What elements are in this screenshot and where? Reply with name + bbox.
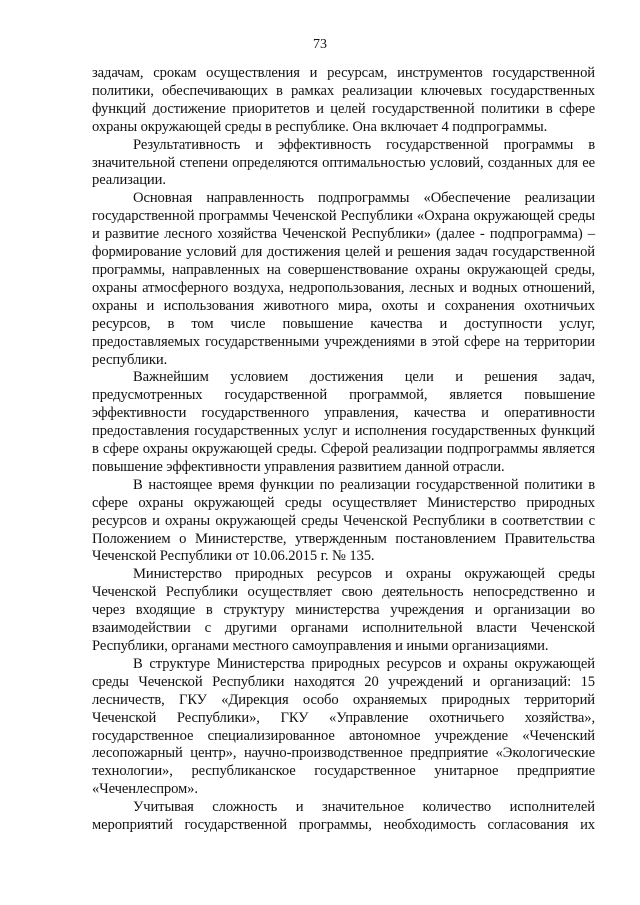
paragraph-effectiveness: Результативность и эффективность государственной программы в значительной степени определяются оптимальностью условий, созданных для ее реализации. [92,136,595,189]
paragraph-key-condition: Важнейшим условием достижения цели и решения задач, предусмотренных государственной программой, является повышение эффективности государственного управления, качества и оперативности предоставления государственных услуг и исполнения государственных функций в сфере охраны окружающей среды. Сферой реализации подпрограммы является повышение эффективности управления развитием данной отрасли. [92,369,595,475]
paragraph-current-functions: В настоящее время функции по реализации государственной политики в сфере охраны окружающей среды осуществляет Министерство природных ресурсов и охраны окружающей среды Чеченской Республики в соответствии с Положением о Министерстве, утвержденным постановлением Правительства Чеченской Республики от 10.06.2015 г. № 135. [92,476,595,565]
paragraph-ministry-structure: В структуре Министерства природных ресурсов и охраны окружающей среды Чеченской Республики находятся 20 учреждений и организаций: 15 лесничеств, ГКУ «Дирекция особо охраняемых природных территорий Чеченской Республики», ГКУ «Управление охотничьего хозяйства», государственное специализированное автономное учреждение «Чеченский лесопожарный центр», научно-производственное предприятие «Экологические технологии», республиканское государственное унитарное предприятие «Чеченлеспром». [92,655,595,798]
paragraph-ministry-activity: Министерство природных ресурсов и охраны окружающей среды Чеченской Республики осуществляет свою деятельность непосредственно и через входящие в структуру министерства учреждения и организации во взаимодействии с другими органами исполнительной власти Чеченской Республики, органами местного самоуправления и иными организациями. [92,566,595,654]
paragraph-considering-complexity: Учитывая сложность и значительное количество исполнителей мероприятий государственной программы, необходимость согласования их [92,799,595,834]
document-body [92,65,595,835]
paragraph-continuation: задачам, срокам осуществления и ресурсам, инструментов государственной политики, обеспечивающих в рамках реализации ключевых государственных функций достижение приоритетов и целей государственной политики в сфере охраны окружающей среды в республике. Она включает 4 подпрограммы. [92,65,595,135]
paragraph-subprogram-focus: Основная направленность подпрограммы «Обеспечение реализации государственной программы Чеченской Республики «Охрана окружающей среды и развитие лесного хозяйства Чеченской Республики» (далее - подпрограмма) – формирование условий для достижения целей и решения задач государственной программы, направленных на совершенствование охраны окружающей среды, охраны атмосферного воздуха, недропользования, лесных и водных отношений, охраны и использования животного мира, охоты и сохранения охотничьих ресурсов, в том числе повышение качества и доступности услуг, предоставляемых государственными учреждениями в этой сфере на территории республики. [92,190,595,368]
page-number: 73 [313,37,327,52]
